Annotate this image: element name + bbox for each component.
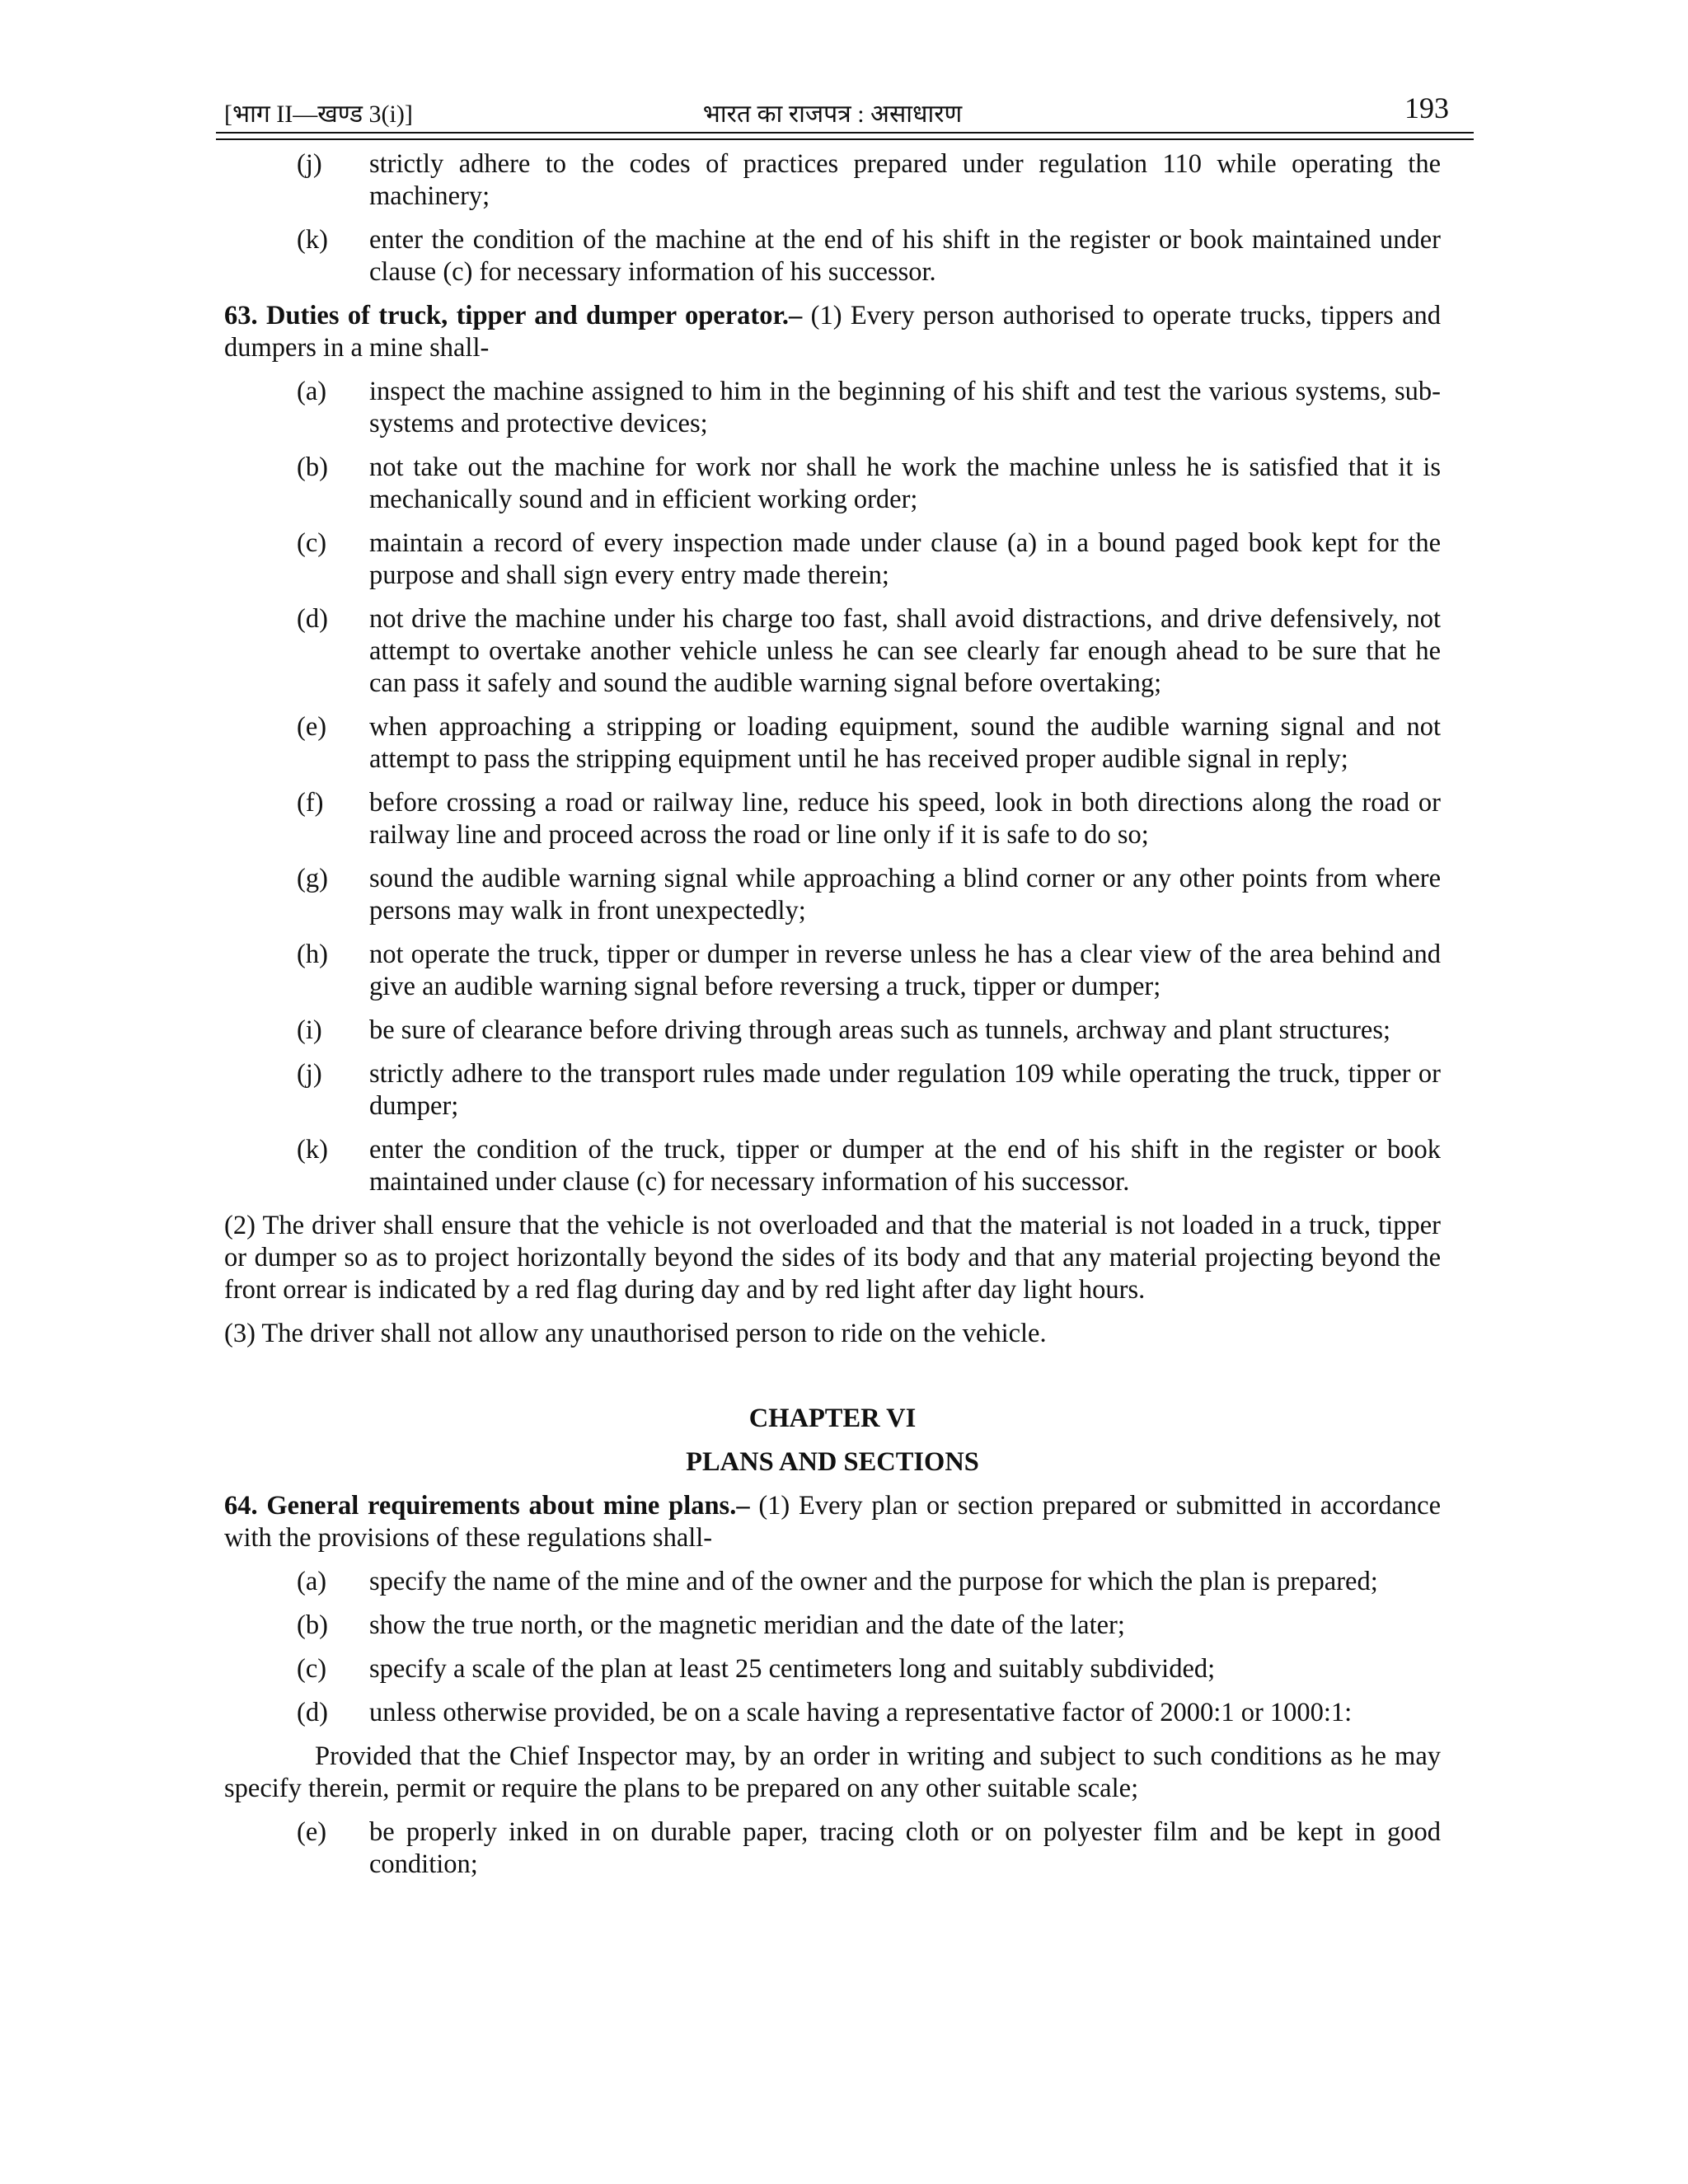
item-text: specify the name of the mine and of the owner and the purpose for which the plan is prepared; [369,1567,1378,1596]
page-header [224,91,1449,132]
header-rule-double [216,138,1474,140]
item-label: (f) [297,788,324,818]
section-63-intro-text: (1) Every person authorised to operate trucks, tippers and dumpers in a mine shall- [224,301,1442,363]
section-64-heading: 64. General requirements about mine plans.– [224,1491,750,1521]
item-label: (d) [297,1698,328,1727]
list-item [224,224,1441,288]
list-item [224,527,1441,592]
list-item [224,1058,1441,1122]
item-text: specify a scale of the plan at least 25 centimeters long and suitably subdivided; [369,1654,1216,1684]
list-item [224,1015,1441,1047]
item-label: (k) [297,225,328,255]
item-text: not take out the machine for work nor shall he work the machine unless he is satisfied that it is mechanically sound and in efficient working order; [369,452,1441,514]
item-text: be sure of clearance before driving through areas such as tunnels, archway and plant structures; [369,1015,1391,1045]
item-label: (e) [297,712,327,742]
chapter-title: PLANS AND SECTIONS [686,1447,979,1477]
list-item [224,452,1441,516]
item-text: enter the condition of the truck, tipper or dumper at the end of his shift in the register or book maintained under clause (c) for necessary information of his successor. [369,1135,1441,1197]
item-text: before crossing a road or railway line, reduce his speed, look in both directions along the road or railway line and proceed across the road or line only if it is safe to do so; [369,788,1441,850]
item-label: (c) [297,1654,327,1684]
item-label: (b) [297,1610,328,1640]
item-text: strictly adhere to the codes of practices prepared under regulation 110 while operating the machinery; [369,149,1441,211]
item-label: (k) [297,1135,328,1165]
page-number: 193 [1404,91,1449,124]
item-label: (j) [297,1059,322,1089]
item-text: be properly inked in on durable paper, tracing cloth or on polyester film and be kept in good condition; [369,1817,1441,1879]
item-text: maintain a record of every inspection made under clause (a) in a bound paged book kept for the purpose and shall sign every entry made therein; [369,528,1441,590]
item-text: show the true north, or the magnetic meridian and the date of the later; [369,1610,1125,1640]
header-rule [216,132,1474,134]
section-63-subclause-2: (2) The driver shall ensure that the vehicle is not overloaded and that the material is not loaded in a truck, tipper or dumper so as to project horizontally beyond the sides of its body and that any material projecting beyond the front orrear is indicated by a red flag during day and by red light after day light hours. [224,1211,1441,1305]
item-label: (g) [297,864,328,893]
list-item [224,148,1441,213]
item-text: not drive the machine under his charge too fast, shall avoid distractions, and drive defensively, not attempt to overtake another vehicle unless he can see clearly far enough ahead to be sure that he can pass it safely and sound the audible warning signal before overtaking; [369,604,1441,698]
header-gazette-title: भारत का राजपत्र : असाधारण [702,101,963,128]
page-body [224,148,1441,1892]
list-item [224,711,1441,776]
list-item [224,1697,1441,1729]
list-item [224,1610,1441,1642]
item-text: strictly adhere to the transport rules made under regulation 109 while operating the truck, tipper or dumper; [369,1059,1441,1121]
section-63-subclause-3: (3) The driver shall not allow any unauthorised person to ride on the vehicle. [224,1319,1047,1348]
item-label: (a) [297,1567,327,1596]
item-text: enter the condition of the machine at the end of his shift in the register or book maintained under clause (c) for necessary information of his successor. [369,225,1441,287]
list-item [224,863,1441,927]
section-64-intro-text: (1) Every plan or section prepared or submitted in accordance with the provisions of these regulations shall- [224,1491,1442,1553]
item-label: (c) [297,528,327,558]
list-item [224,1566,1441,1598]
list-item [224,376,1441,440]
list-item [224,603,1441,700]
item-text: unless otherwise provided, be on a scale having a representative factor of 2000:1 or 1000:1: [369,1698,1353,1727]
list-item [224,787,1441,851]
item-label: (a) [297,377,327,406]
item-label: (j) [297,149,322,179]
list-item [224,1816,1441,1881]
item-text: sound the audible warning signal while approaching a blind corner or any other points from where persons may walk in front unexpectedly; [369,864,1441,926]
item-label: (i) [297,1015,322,1045]
list-item [224,1134,1441,1198]
item-label: (e) [297,1817,327,1847]
list-item [224,1653,1441,1685]
header-part-section: [भाग II—खण्ड 3(i)] [224,101,413,128]
item-text: inspect the machine assigned to him in the beginning of his shift and test the various systems, sub-systems and protective devices; [369,377,1441,438]
item-label: (b) [297,452,328,482]
proviso-paragraph: Provided that the Chief Inspector may, by an order in writing and subject to such conditions as he may specify therein, permit or require the plans to be prepared on any other suitable scale; [224,1741,1441,1803]
item-label: (d) [297,604,328,634]
item-text: not operate the truck, tipper or dumper in reverse unless he has a clear view of the area behind and give an audible warning signal before reversing a truck, tipper or dumper; [369,940,1441,1001]
item-label: (h) [297,940,328,969]
chapter-number: CHAPTER VI [748,1404,917,1433]
list-item [224,939,1441,1003]
section-64-intro [224,1490,1441,1554]
item-text: when approaching a stripping or loading equipment, sound the audible warning signal and not attempt to pass the stripping equipment until he has received proper audible signal in reply; [369,712,1441,774]
gazette-page [224,91,1449,1879]
section-63-heading: 63. Duties of truck, tipper and dumper operator.– [224,301,803,330]
section-63-intro [224,300,1441,364]
